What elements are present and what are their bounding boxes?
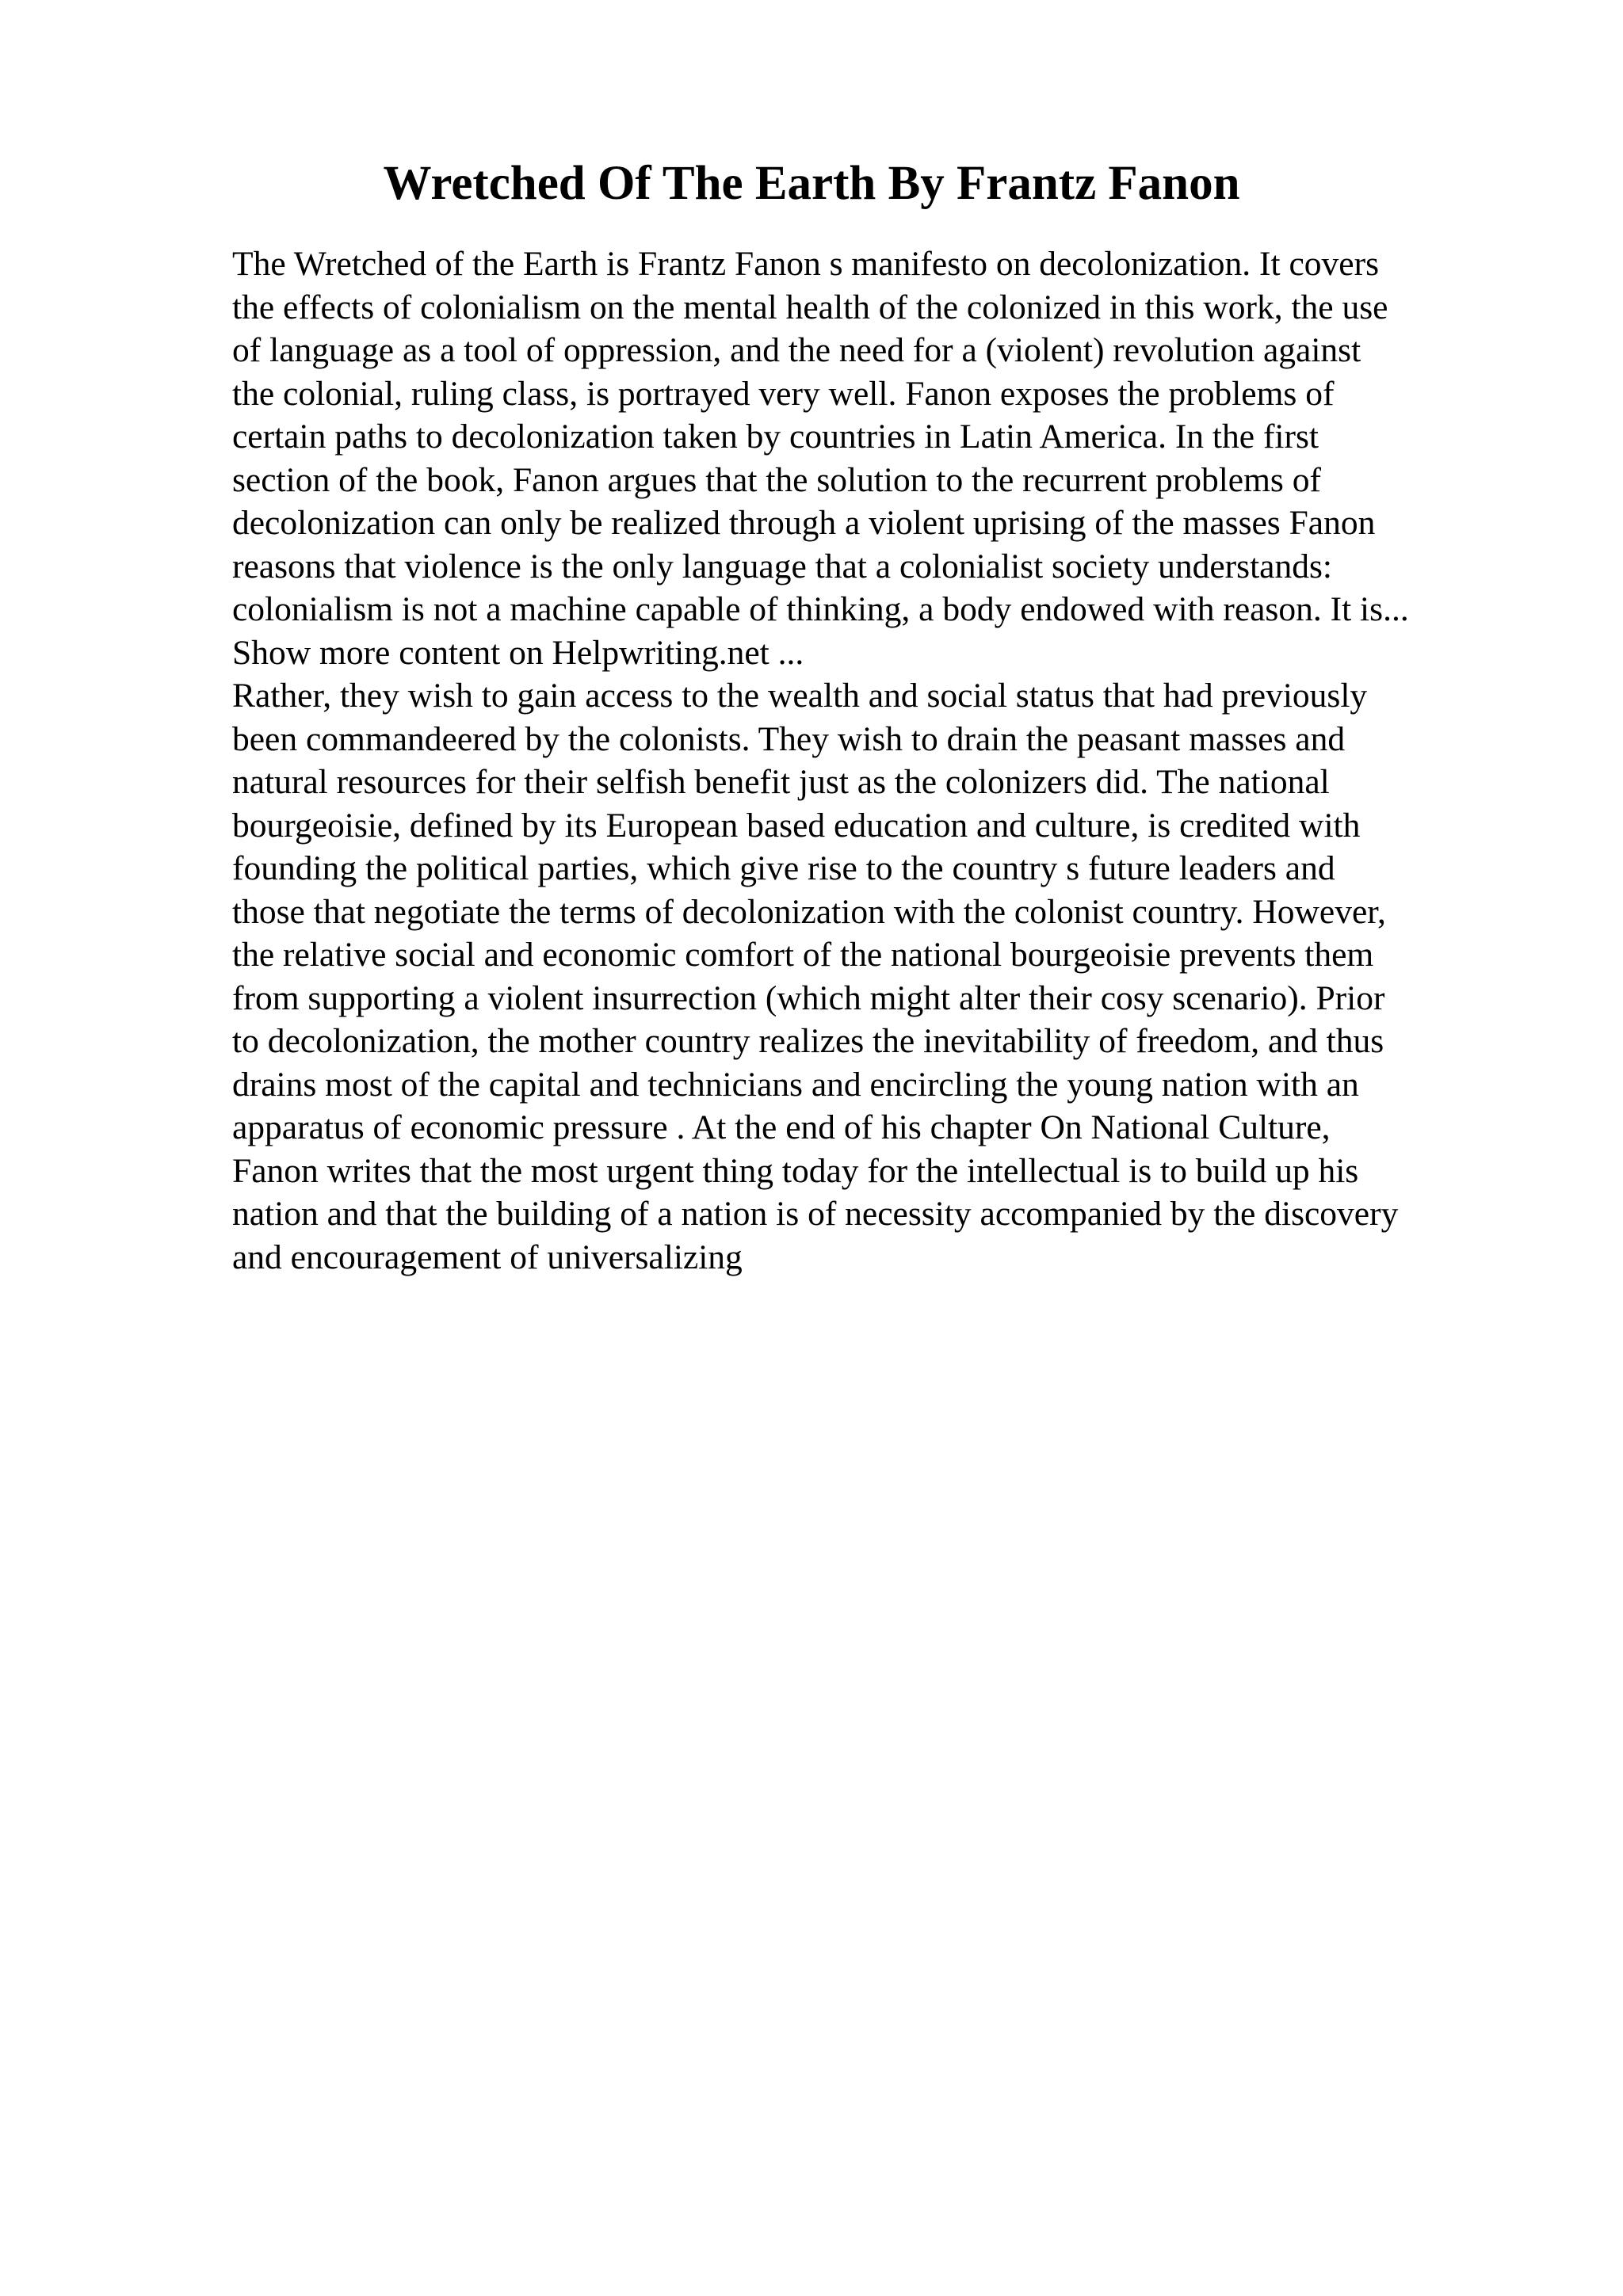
body-line: been commandeered by the colonists. They wish to drain the peasant masses and bbox=[232, 719, 1346, 758]
body-line: drains most of the capital and technicians and encircling the young nation with an bbox=[232, 1065, 1359, 1104]
body-line: of language as a tool of oppression, and the need for a (violent) revolution against bbox=[232, 331, 1361, 369]
body-line: certain paths to decolonization taken by countries in Latin America. In the first bbox=[232, 418, 1319, 456]
body-line: founding the political parties, which give rise to the country s future leaders and bbox=[232, 849, 1335, 887]
document-body bbox=[232, 242, 1500, 1279]
body-line: reasons that violence is the only language that a colonialist society understands: bbox=[232, 547, 1333, 585]
body-line: to decolonization, the mother country realizes the inevitability of freedom, and thus bbox=[232, 1022, 1384, 1060]
document-title: Wretched Of The Earth By Frantz Fanon bbox=[383, 157, 1240, 210]
body-line: Rather, they wish to gain access to the wealth and social status that had previously bbox=[232, 677, 1368, 715]
body-line: The Wretched of the Earth is Frantz Fanon s manifesto on decolonization. It covers bbox=[232, 245, 1380, 283]
body-line: the relative social and economic comfort of the national bourgeoisie prevents them bbox=[232, 936, 1374, 974]
body-line: the effects of colonialism on the mental health of the colonized in this work, the use bbox=[232, 288, 1388, 326]
body-line: the colonial, ruling class, is portrayed very well. Fanon exposes the problems of bbox=[232, 374, 1335, 413]
body-line: Fanon writes that the most urgent thing today for the intellectual is to build up his bbox=[232, 1151, 1359, 1190]
body-line: colonialism is not a machine capable of thinking, a body endowed with reason. It is... bbox=[232, 590, 1409, 628]
show-more-line: Show more content on Helpwriting.net ... bbox=[232, 633, 804, 672]
body-line: natural resources for their selfish benefit just as the colonizers did. The national bbox=[232, 763, 1330, 801]
body-line: and encouragement of universalizing bbox=[232, 1238, 743, 1276]
body-line: section of the book, Fanon argues that the solution to the recurrent problems of bbox=[232, 460, 1321, 499]
body-line: nation and that the building of a nation is of necessity accompanied by the discovery bbox=[232, 1195, 1399, 1233]
body-line: decolonization can only be realized through a violent uprising of the masses Fanon bbox=[232, 504, 1376, 542]
body-line: apparatus of economic pressure . At the end of his chapter On National Culture, bbox=[232, 1108, 1331, 1146]
body-line: bourgeoisie, defined by its European based education and culture, is credited with bbox=[232, 806, 1361, 845]
body-line: from supporting a violent insurrection (which might alter their cosy scenario). Prior bbox=[232, 978, 1385, 1017]
body-line: those that negotiate the terms of decolonization with the colonist country. However, bbox=[232, 892, 1386, 931]
